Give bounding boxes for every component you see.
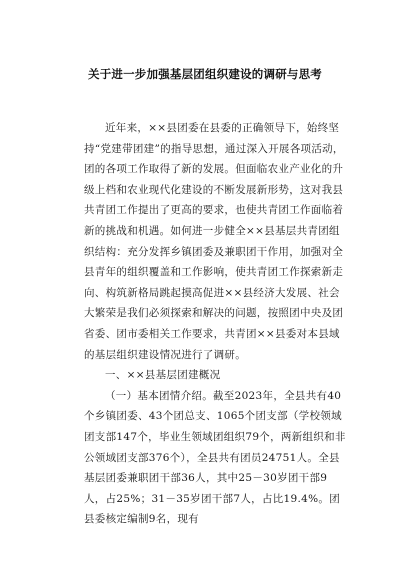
paragraph-intro: 近年来，××县团委在县委的正确领导下，始终坚持“党建带团建”的指导思想，通过深入开展各项活动，团的各项工作取得了新的发展。但面临农业产业化的升级上档和农业现代化建设的不断发展新形势，这对我县共青团工作提出了更高的要求，也使共青团工作面临着新的挑战和机遇。如何进一步健全××县基层共青团组织结构：充分发挥乡镇团委及兼职团干作用，加强对全县青年的组织覆盖和工作影响，使共青团工作探索新走向、构筑新格局跳起摸高促进××县经济大发展、社会大繁荣是我们必须探索和解决的问题，按照团中央及团省委、团市委相关工作要求，共青团××县委对本县域的基层组织建设情况进行了调研。 xyxy=(84,122,344,361)
document-title: 关于进一步加强基层团组织建设的调研与思考 xyxy=(88,67,322,81)
paragraph-basic-info: （一）基本团情介绍。截至2023年，全县共有40个乡镇团委、43个团总支、1065个团支部（学校领域团支部147个，毕业生领域团组织79个，两新组织和非公领域团支部376个），全县共有团员24751人。全县基层团委兼职团干部36人，其中25－30岁团干部9人，占25%；31－35岁团干部7人，占比19.4%。团县委核定编制9名，现有 xyxy=(84,389,346,526)
document-body xyxy=(84,118,348,530)
section-heading: 一、××县基层团建概况 xyxy=(105,369,221,382)
